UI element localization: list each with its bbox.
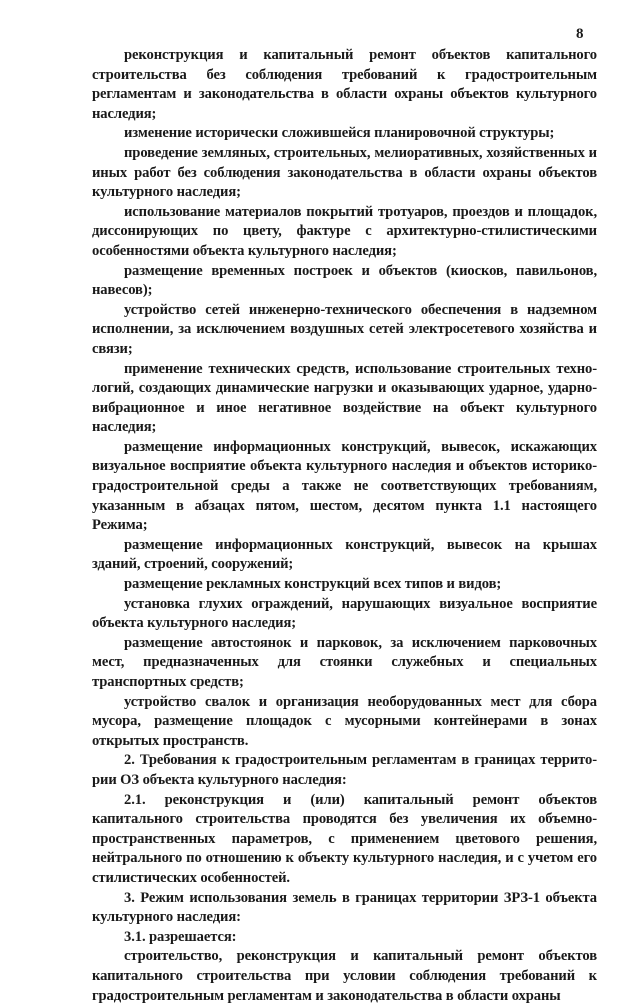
paragraph: использование материалов покрытий тротуаров, проездов и площадок, диссонирующих по цвету, фактуре с архитектурно-стилистическими особенностями объекта культурного наследия; bbox=[92, 203, 597, 259]
paragraph: устройство свалок и организация необорудованных мест для сбора мусора, размещение площадок с мусорными контейнерами в зонах открытых пространств. bbox=[92, 693, 597, 749]
paragraph: устройство сетей инженерно-технического обеспечения в надземном исполнении, за исключением воздушных сетей электросетевого хозяйства и связи; bbox=[92, 301, 597, 357]
paragraph: 2.1. реконструкция и (или) капитальный ремонт объектов капитального строительства проводятся без увеличения их объемно-пространственных параметров, с применением цветового решения, нейтрального по отношению к объекту культурного наследия, и с учетом его стилистических особенностей. bbox=[92, 791, 597, 886]
paragraph: размещение информационных конструкций, вывесок, искажающих визуальное восприятие объекта культурного наследия и объектов историко-градостроительной среды а также не соответствующих требованиям, указанным в абзацах пятом, шестом, десятом пункта 1.1 настоящего Режима; bbox=[92, 438, 597, 534]
paragraph: размещение информационных конструкций, вывесок на крышах зданий, строений, сооружений; bbox=[92, 536, 597, 573]
paragraph: реконструкция и капитальный ремонт объектов капитального строительства без соблюдения требований к градостроительным регламентам и законодательства в области охраны объектов культурного наследия; bbox=[92, 47, 597, 122]
paragraph: применение технических средств, использование строительных техно-логий, создающих динамические нагрузки и оказывающих ударное, ударно-вибрационное и иное негативное воздействие на объект культурного наследия; bbox=[92, 360, 597, 436]
section-heading: 3. Режим использования земель в границах территории ЗРЗ-1 объекта культурного наследия: bbox=[92, 889, 597, 926]
paragraph: размещение временных построек и объектов (киосков, павильонов, навесов); bbox=[92, 262, 597, 299]
paragraph: строительство, реконструкция и капитальный ремонт объектов капитального строительства при условии соблюдения требований к градостроительным регламентам и законодательства в области охраны bbox=[92, 948, 597, 1004]
subsection-heading: 3.1. разрешается: bbox=[124, 928, 237, 945]
page-number: 8 bbox=[576, 26, 584, 42]
paragraph: изменение исторически сложившейся планировочной структуры; bbox=[124, 125, 555, 142]
section-heading: 2. Требования к градостроительным регламентам в границах террито-рии ОЗ объекта культурного наследия: bbox=[92, 752, 597, 788]
paragraph: размещение автостоянок и парковок, за исключением парковочных мест, предназначенных для стоянки служебных и специальных транспортных средств; bbox=[92, 634, 597, 690]
paragraph: размещение рекламных конструкций всех типов и видов; bbox=[124, 576, 502, 593]
paragraph: установка глухих ограждений, нарушающих визуальное восприятие объекта культурного наследия; bbox=[92, 595, 597, 632]
document-body bbox=[92, 46, 597, 1006]
paragraph: проведение земляных, строительных, мелиоративных, хозяйственных и иных работ без соблюдения законодательства в области охраны объектов культурного наследия; bbox=[92, 144, 597, 201]
